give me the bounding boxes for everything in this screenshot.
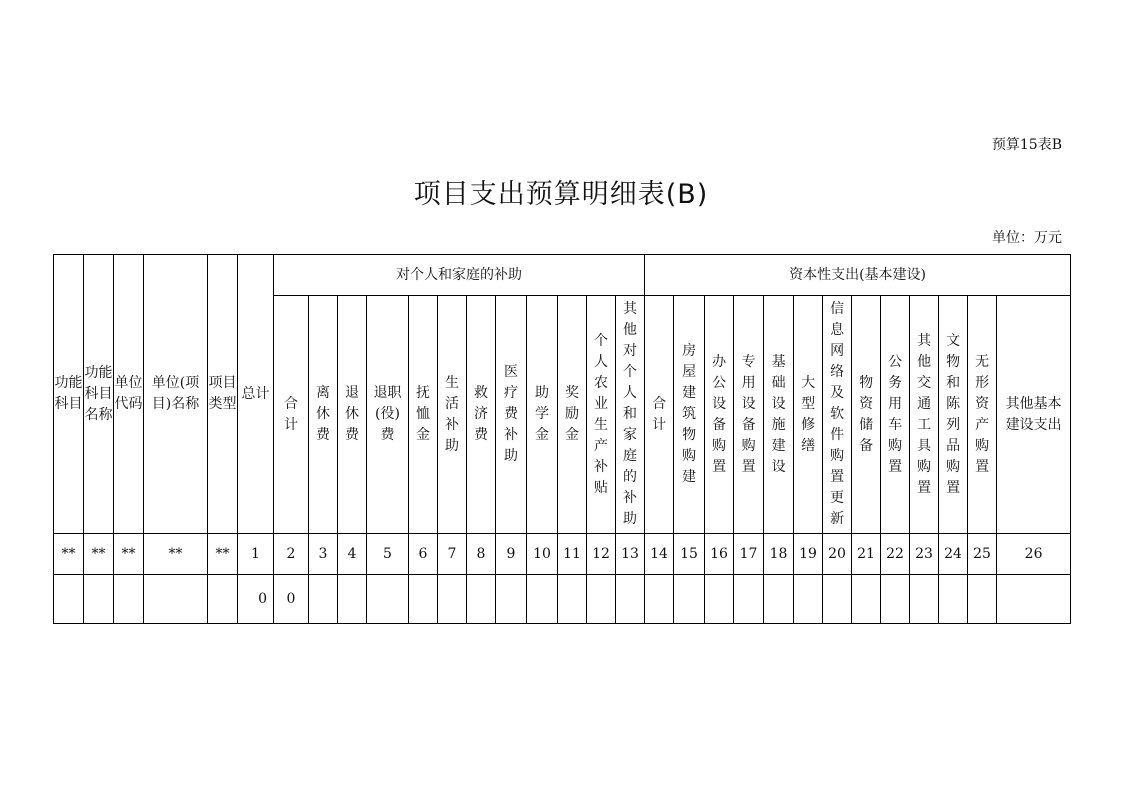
index-cell: 18 (764, 534, 794, 575)
index-cell: 22 (881, 534, 910, 575)
sub-header-cell: 基础设施建设 (764, 296, 794, 534)
data-cell (558, 575, 587, 624)
index-cell: 21 (852, 534, 881, 575)
header-fixed: 功能科目名称 (84, 255, 114, 534)
index-cell: 14 (645, 534, 674, 575)
index-cell: ** (144, 534, 208, 575)
data-cell (144, 575, 208, 624)
index-cell: 20 (823, 534, 852, 575)
sub-header-cell: 个人农业生产补贴 (587, 296, 616, 534)
sub-header-cell: 退休费 (338, 296, 367, 534)
data-cell (208, 575, 238, 624)
sub-header-cell: 助学金 (527, 296, 558, 534)
index-cell: ** (114, 534, 144, 575)
sub-header-cell: 奖励金 (558, 296, 587, 534)
index-cell: 8 (467, 534, 496, 575)
form-code: 预算15表B (991, 137, 1062, 153)
data-cell (467, 575, 496, 624)
data-cell (881, 575, 910, 624)
data-cell (527, 575, 558, 624)
sub-header-cell: 合计 (645, 296, 674, 534)
data-cell (114, 575, 144, 624)
index-cell: 23 (910, 534, 939, 575)
data-cell (997, 575, 1071, 624)
budget-table (53, 254, 1071, 624)
header-fixed: 项目类型 (208, 255, 238, 534)
index-cell: 2 (274, 534, 309, 575)
data-cell (764, 575, 794, 624)
data-cell (496, 575, 527, 624)
data-cell (674, 575, 705, 624)
index-cell: 1 (238, 534, 274, 575)
index-cell: ** (54, 534, 84, 575)
sub-header-cell: 生活补助 (438, 296, 467, 534)
data-cell (338, 575, 367, 624)
sub-header-cell: 办公设备购置 (705, 296, 734, 534)
sub-header-cell: 其他基本建设支出 (997, 296, 1071, 534)
data-cell (823, 575, 852, 624)
data-cell (587, 575, 616, 624)
unit-label: 单位：万元 (992, 230, 1062, 246)
header-group-capital-expenditure: 资本性支出(基本建设) (645, 255, 1071, 296)
index-cell: 26 (997, 534, 1071, 575)
sub-header-cell: 房屋建筑物购建 (674, 296, 705, 534)
data-cell: 0 (238, 575, 274, 624)
data-cell (367, 575, 409, 624)
header-fixed: 总计 (238, 255, 274, 534)
sub-header-cell: 抚恤金 (409, 296, 438, 534)
sub-header-cell: 公务用车购置 (881, 296, 910, 534)
data-cell (968, 575, 997, 624)
sub-header-cell: 其他交通工具购置 (910, 296, 939, 534)
sub-header-cell: 大型修缮 (794, 296, 823, 534)
index-cell: 16 (705, 534, 734, 575)
data-cell (54, 575, 84, 624)
data-cell (438, 575, 467, 624)
index-cell: 13 (616, 534, 645, 575)
sub-header-cell: 物资储备 (852, 296, 881, 534)
sub-header-cell: 医疗费补助 (496, 296, 527, 534)
index-cell: 25 (968, 534, 997, 575)
data-cell (852, 575, 881, 624)
sub-header-cell: 其他对个人和家庭的补助 (616, 296, 645, 534)
data-cell: 0 (274, 575, 309, 624)
index-cell: 11 (558, 534, 587, 575)
index-cell: 24 (939, 534, 968, 575)
index-cell: 6 (409, 534, 438, 575)
data-cell (794, 575, 823, 624)
data-cell (409, 575, 438, 624)
index-cell: 7 (438, 534, 467, 575)
data-cell (84, 575, 114, 624)
page-title: 项目支出预算明细表(B) (413, 179, 709, 210)
header-fixed: 单位代码 (114, 255, 144, 534)
index-cell: 9 (496, 534, 527, 575)
data-cell (645, 575, 674, 624)
index-cell: 5 (367, 534, 409, 575)
sub-header-cell: 信息网络及软件购置更新 (823, 296, 852, 534)
sub-header-cell: 离休费 (309, 296, 338, 534)
sub-header-cell: 无形资产购置 (968, 296, 997, 534)
index-cell: ** (84, 534, 114, 575)
index-cell: 10 (527, 534, 558, 575)
sub-header-cell: 专用设备购置 (734, 296, 764, 534)
data-cell (616, 575, 645, 624)
sub-header-cell: 文物和陈列品购置 (939, 296, 968, 534)
index-cell: 19 (794, 534, 823, 575)
sub-header-cell: 退职(役)费 (367, 296, 409, 534)
sub-header-cell: 救济费 (467, 296, 496, 534)
data-cell (734, 575, 764, 624)
data-cell (910, 575, 939, 624)
index-cell: 17 (734, 534, 764, 575)
header-fixed: 功能科目 (54, 255, 84, 534)
index-cell: 12 (587, 534, 616, 575)
index-cell: 4 (338, 534, 367, 575)
header-group-personal-subsidy: 对个人和家庭的补助 (274, 255, 645, 296)
data-cell (705, 575, 734, 624)
sub-header-cell: 合计 (274, 296, 309, 534)
index-cell: 15 (674, 534, 705, 575)
index-cell: 3 (309, 534, 338, 575)
data-cell (309, 575, 338, 624)
data-cell (939, 575, 968, 624)
header-fixed: 单位(项目)名称 (144, 255, 208, 534)
index-cell: ** (208, 534, 238, 575)
